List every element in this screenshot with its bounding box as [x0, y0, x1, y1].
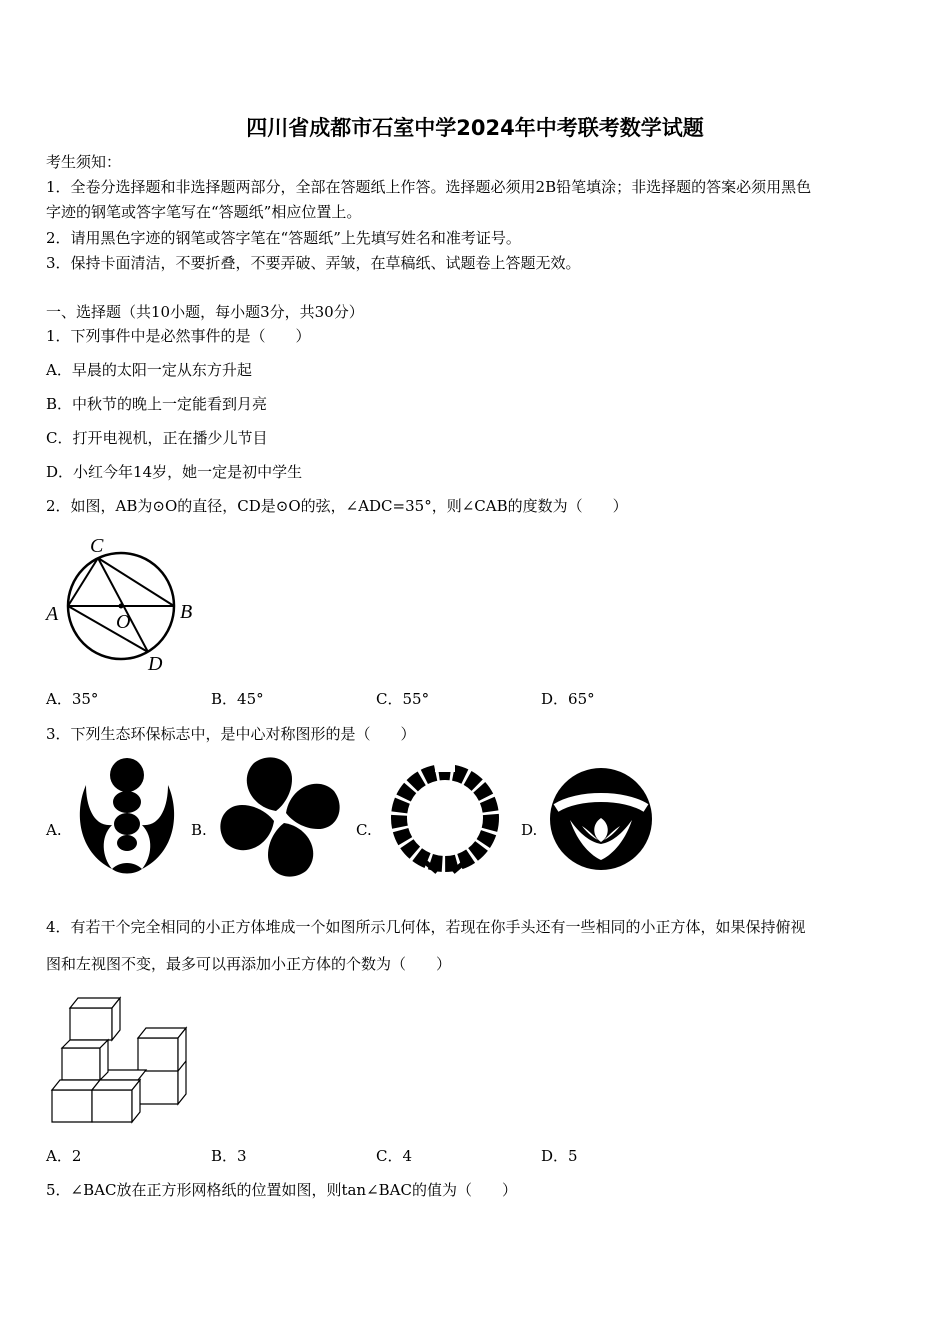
question-1-option-d: D．小红今年14岁，她一定是初中学生	[46, 463, 303, 481]
question-3-option-b-label: B.	[191, 821, 207, 839]
label-d: D	[148, 653, 163, 675]
question-4-option-d: D．5	[541, 1147, 578, 1165]
symbol-c-wreath-icon	[383, 760, 507, 876]
center-point	[119, 604, 124, 609]
question-4-stem-line-1: 4．有若干个完全相同的小正方体堆成一个如图所示几何体，若现在你手头还有一些相同的小正方体，如果保持俯视	[46, 918, 806, 936]
label-b: B	[180, 601, 193, 623]
question-5-stem: 5．∠BAC放在正方形网格纸的位置如图，则tan∠BAC的值为（ ）	[46, 1181, 517, 1199]
label-a: A	[46, 603, 59, 625]
question-2-stem: 2．如图，AB为⊙O的直径，CD是⊙O的弦，∠ADC=35°，则∠CAB的度数为（ ）	[46, 497, 628, 515]
symbol-d-leaf-circle-icon	[548, 764, 654, 874]
question-2-option-d: D．65°	[541, 690, 595, 708]
circle-diagram	[40, 530, 210, 675]
question-1-option-b: B．中秋节的晚上一定能看到月亮	[46, 395, 268, 413]
question-4-option-b: B．3	[211, 1147, 247, 1165]
question-3-option-a-label: A.	[46, 821, 62, 839]
page-title: 四川省成都市石室中学2024年中考联考数学试题	[246, 116, 704, 140]
notice-item: 3．保持卡面清洁，不要折叠，不要弄破、弄皱，在草稿纸、试题卷上答题无效。	[46, 254, 581, 272]
question-2-option-b: B．45°	[211, 690, 264, 708]
notice-heading: 考生须知：	[46, 153, 122, 171]
cube-stack-diagram	[46, 992, 188, 1124]
notice-item: 字迹的钢笔或答字笔写在“答题纸”相应位置上。	[46, 203, 362, 221]
question-3-option-c-label: C.	[356, 821, 372, 839]
symbol-b-clover-icon	[218, 756, 342, 878]
question-4-option-c: C．4	[376, 1147, 413, 1165]
question-4-stem-line-2: 图和左视图不变，最多可以再添加小正方体的个数为（ ）	[46, 955, 452, 973]
question-1-stem: 1．下列事件中是必然事件的是（ ）	[46, 327, 311, 345]
question-2-option-c: C．55°	[376, 690, 430, 708]
notice-item: 1．全卷分选择题和非选择题两部分，全部在答题纸上作答。选择题必须用2B铅笔填涂；非选择题的答案必须用黑色	[46, 178, 812, 196]
chord-cb	[98, 558, 174, 606]
question-2-option-a: A．35°	[46, 690, 99, 708]
question-1-option-c: C．打开电视机，正在播少儿节目	[46, 429, 268, 447]
question-4-option-a: A．2	[46, 1147, 82, 1165]
symbol-a-flame-icon	[72, 757, 182, 877]
label-o: O	[116, 611, 131, 633]
question-3-stem: 3．下列生态环保标志中，是中心对称图形的是（ ）	[46, 725, 416, 743]
label-c: C	[90, 535, 104, 557]
section-heading: 一、选择题（共10小题，每小题3分，共30分）	[46, 303, 364, 321]
question-1-option-a: A．早晨的太阳一定从东方升起	[46, 361, 252, 379]
question-3-option-d-label: D.	[521, 821, 538, 839]
notice-item: 2．请用黑色字迹的钢笔或答字笔在“答题纸”上先填写姓名和准考证号。	[46, 229, 521, 247]
